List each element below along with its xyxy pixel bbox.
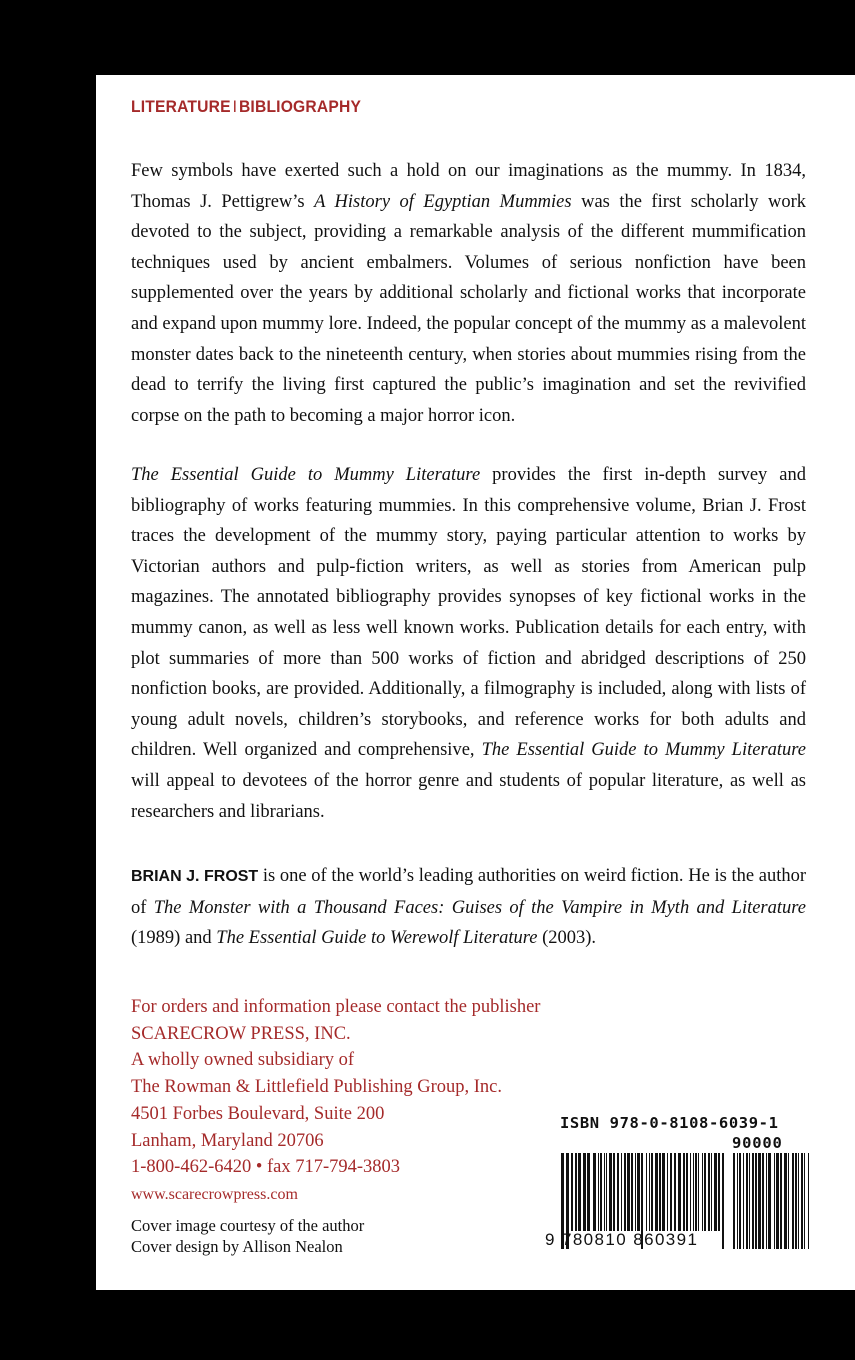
category-separator: I: [232, 97, 238, 116]
publisher-parent: The Rowman & Littlefield Publishing Group, Inc.: [131, 1077, 502, 1098]
publisher-contact: [131, 994, 540, 1209]
barcode-bar: [600, 1153, 602, 1231]
barcode-bar: [708, 1153, 710, 1231]
barcode-bar: [804, 1153, 805, 1249]
barcode-bar: [752, 1153, 754, 1249]
barcode-bar: [768, 1153, 771, 1249]
barcode-bar: [674, 1153, 676, 1231]
barcode-bar: [635, 1153, 636, 1231]
barcode-bar: [695, 1153, 697, 1231]
barcode-bar: [808, 1153, 809, 1249]
barcode-bar: [646, 1153, 647, 1231]
barcode-bar: [774, 1153, 775, 1249]
description-paragraph: The Essential Guide to Mummy Literature provides the first in-depth survey and bibliography of works featuring mummies. In this comprehensive volume, Brian J. Frost traces the development of the mummy story, paying particular attention to works by Victorian authors and pulp-fiction writers, as well as stories from American pulp magazines. The annotated bibliography provides synopses of key fictional works in the mummy canon, as well as less well known works. Publication details for each entry, with plot summaries of more than 500 works of fiction and abridged descriptions of 250 nonfiction books, are provided. Additionally, a filmography is included, along with lists of young adult novels, children’s storybooks, and reference works for both adults and children. Well organized and comprehensive, The Essential Guide to Mummy Literature will appeal to devotees of the horror genre and students of popular literature, as well as researchers and librarians.: [131, 465, 806, 822]
barcode-bar: [749, 1153, 750, 1249]
barcode-bar: [670, 1153, 672, 1231]
barcode-bar: [649, 1153, 650, 1231]
barcode-bar: [655, 1153, 658, 1231]
barcode-bar: [704, 1153, 706, 1231]
cover-design-credit: Cover design by Allison Nealon: [131, 1237, 343, 1256]
barcode-bar: [733, 1153, 735, 1249]
barcode-bar: [613, 1153, 615, 1231]
cover-image-credit: Cover image courtesy of the author: [131, 1216, 365, 1235]
back-cover: [96, 75, 855, 1290]
barcode-bar: [621, 1153, 622, 1231]
barcode-bar: [598, 1153, 599, 1231]
price-code: 90000: [732, 1134, 783, 1152]
barcode-bar: [718, 1153, 720, 1231]
barcode-bar: [698, 1153, 699, 1231]
publisher-phone: 1-800-462-6420 • fax 717-794-3803: [131, 1157, 401, 1178]
barcode-bar: [798, 1153, 799, 1249]
publisher-name: SCARECROW PRESS, INC.: [131, 1023, 351, 1044]
barcode-bar: [686, 1153, 688, 1231]
barcode-bar: [667, 1153, 668, 1231]
barcode-bar: [587, 1153, 590, 1231]
barcode-bar: [624, 1153, 626, 1231]
barcode-bar: [627, 1153, 630, 1231]
barcode-bar: [693, 1153, 694, 1231]
category-bibliography: BIBLIOGRAPHY: [238, 97, 362, 116]
barcode-bar: [792, 1153, 794, 1249]
barcode-bar: [702, 1153, 703, 1231]
barcode-bar: [739, 1153, 741, 1249]
publisher-website: www.scarecrowpress.com: [131, 1185, 298, 1203]
book-title: The Essential Guide to Mummy Literature: [481, 740, 806, 761]
barcode-bar: [575, 1153, 577, 1231]
barcode-bar: [678, 1153, 681, 1231]
barcode-bar: [637, 1153, 640, 1231]
barcode-bar: [737, 1153, 738, 1249]
barcode-bar: [593, 1153, 596, 1231]
barcode-bar: [795, 1153, 797, 1249]
barcode-bar: [604, 1153, 605, 1231]
book-title: The Essential Guide to Werewolf Literature: [216, 928, 538, 949]
barcode-bar: [788, 1153, 789, 1249]
book-title: The Essential Guide to Mummy Literature: [131, 465, 481, 485]
barcode-bar: [743, 1153, 744, 1249]
category-literature: LITERATURE: [131, 97, 231, 116]
barcode-bar: [714, 1153, 717, 1231]
book-title: A History of Egyptian Mummies: [314, 191, 572, 212]
barcode-bar: [617, 1153, 619, 1231]
barcode-bar: [631, 1153, 633, 1231]
barcode-bar: [722, 1153, 724, 1249]
barcode-bar: [690, 1153, 691, 1231]
barcode-bar: [758, 1153, 761, 1249]
publisher-subsidiary: A wholly owned subsidiary of: [131, 1050, 355, 1071]
contact-intro: For orders and information please contact the publisher: [131, 997, 541, 1017]
price-barcode: [732, 1153, 810, 1249]
barcode-bar: [662, 1153, 665, 1231]
barcode-bar: [606, 1153, 607, 1231]
barcode-bar: [766, 1153, 767, 1249]
author-name: BRIAN J. FROST: [131, 868, 259, 885]
barcode-digits: 9 780810 860391: [545, 1230, 699, 1249]
barcode-bar: [571, 1153, 573, 1231]
barcode-bar: [784, 1153, 787, 1249]
intro-paragraph: Few symbols have exerted such a hold on our imaginations as the mummy. In 1834, Thomas J. Pettigrew’s A History of Egyptian Mummies was the first scholarly work devoted to the subject, providing a remarkable analysis of the different mummification techniques used by ancient embalmers. Volumes of serious nonfiction have been supplemented over the years by additional scholarly and fictional works that incorporate and expand upon mummy lore. Indeed, the popular concept of the mummy as a malevolent monster dates back to the nineteenth century, when stories about mummies rising from the dead to terrify the living first captured the public’s imagination and set the revivified corpse on the path to becoming a major horror icon.: [131, 161, 806, 426]
cover-credits: [131, 1215, 364, 1257]
barcode-bar: [711, 1153, 712, 1231]
author-bio: BRIAN J. FROST is one of the world’s leading authorities on weird fiction. He is the author of The Monster with a Thousand Faces: Guises of the Vampire in Myth and Literature (1989) and The Essential Guide to Werewolf Literature (2003).: [131, 866, 807, 949]
barcode-bar: [746, 1153, 748, 1249]
isbn-label: ISBN 978-0-8108-6039-1: [560, 1114, 779, 1132]
barcode-bar: [659, 1153, 661, 1231]
barcode-bar: [609, 1153, 612, 1231]
barcode-bar: [578, 1153, 581, 1231]
barcode-bar: [762, 1153, 764, 1249]
barcode-bar: [776, 1153, 779, 1249]
barcode-bar: [583, 1153, 586, 1231]
category-label: [131, 97, 361, 117]
book-title: The Monster with a Thousand Faces: Guises of the Vampire in Myth and Literature: [153, 897, 806, 918]
barcode-bar: [755, 1153, 757, 1249]
barcode-bar: [683, 1153, 685, 1231]
barcode-bar: [780, 1153, 782, 1249]
barcode-bar: [801, 1153, 803, 1249]
publisher-address: 4501 Forbes Boulevard, Suite 200: [131, 1103, 385, 1124]
publisher-city: Lanham, Maryland 20706: [131, 1130, 324, 1151]
barcode-bar: [651, 1153, 653, 1231]
